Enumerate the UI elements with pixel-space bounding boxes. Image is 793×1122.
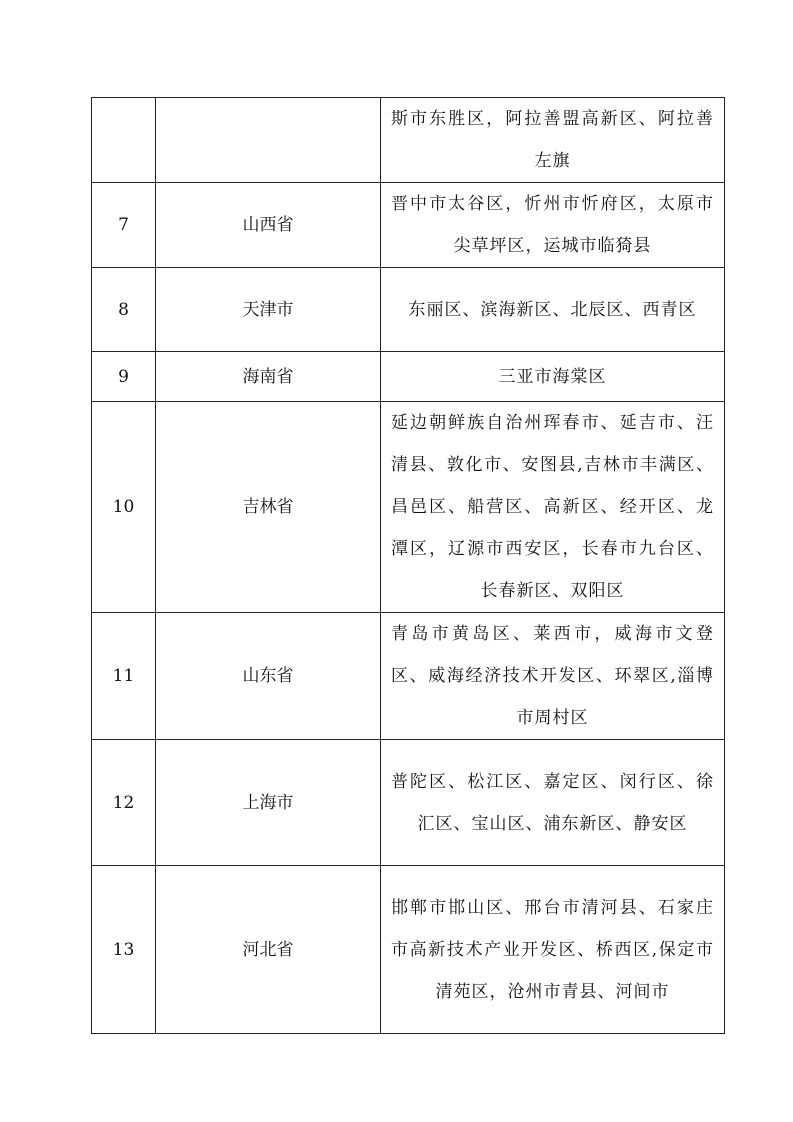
areas-cell <box>381 98 725 183</box>
areas-text: 青岛市黄岛区、莱西市，威海市文登区、威海经济技术开发区、环翠区,淄博市周村区 <box>391 624 714 728</box>
row-number: 8 <box>92 268 156 352</box>
province-cell: 天津市 <box>156 268 381 352</box>
row-number: 7 <box>92 183 156 268</box>
areas-cell <box>381 866 725 1034</box>
areas-cell <box>381 183 725 268</box>
table-row <box>92 613 725 740</box>
table-row <box>92 740 725 866</box>
row-number: 11 <box>92 613 156 740</box>
province-cell: 山东省 <box>156 613 381 740</box>
region-table <box>91 97 725 1034</box>
table-row <box>92 402 725 613</box>
row-number: 12 <box>92 740 156 866</box>
province-cell: 山西省 <box>156 183 381 268</box>
areas-cell <box>381 352 725 402</box>
table-row <box>92 98 725 183</box>
province-cell <box>156 98 381 183</box>
areas-text: 延边朝鲜族自治州珲春市、延吉市、汪清县、敦化市、安图县,吉林市丰满区、昌邑区、船营区、高新区、经开区、龙潭区，辽源市西安区，长春市九台区、长春新区、双阳区 <box>391 413 714 601</box>
areas-cell <box>381 613 725 740</box>
table-row <box>92 352 725 402</box>
row-number: 10 <box>92 402 156 613</box>
areas-text: 普陀区、松江区、嘉定区、闵行区、徐汇区、宝山区、浦东新区、静安区 <box>391 771 714 834</box>
areas-cell <box>381 402 725 613</box>
province-cell: 上海市 <box>156 740 381 866</box>
row-number <box>92 98 156 183</box>
areas-text: 晋中市太谷区，忻州市忻府区，太原市尖草坪区，运城市临猗县 <box>391 194 714 256</box>
areas-text: 斯市东胜区，阿拉善盟高新区、阿拉善左旗 <box>391 109 714 171</box>
table-row <box>92 268 725 352</box>
areas-cell <box>381 268 725 352</box>
province-cell: 河北省 <box>156 866 381 1034</box>
province-cell: 吉林省 <box>156 402 381 613</box>
areas-cell <box>381 740 725 866</box>
areas-text: 三亚市海棠区 <box>498 366 607 387</box>
table-row <box>92 183 725 268</box>
row-number: 13 <box>92 866 156 1034</box>
areas-text: 邯郸市邯山区、邢台市清河县、石家庄市高新技术产业开发区、桥西区,保定市清苑区，沧州市青县、河间市 <box>391 897 714 1002</box>
row-number: 9 <box>92 352 156 402</box>
province-cell: 海南省 <box>156 352 381 402</box>
table-row <box>92 866 725 1034</box>
areas-text: 东丽区、滨海新区、北辰区、西青区 <box>408 299 697 320</box>
